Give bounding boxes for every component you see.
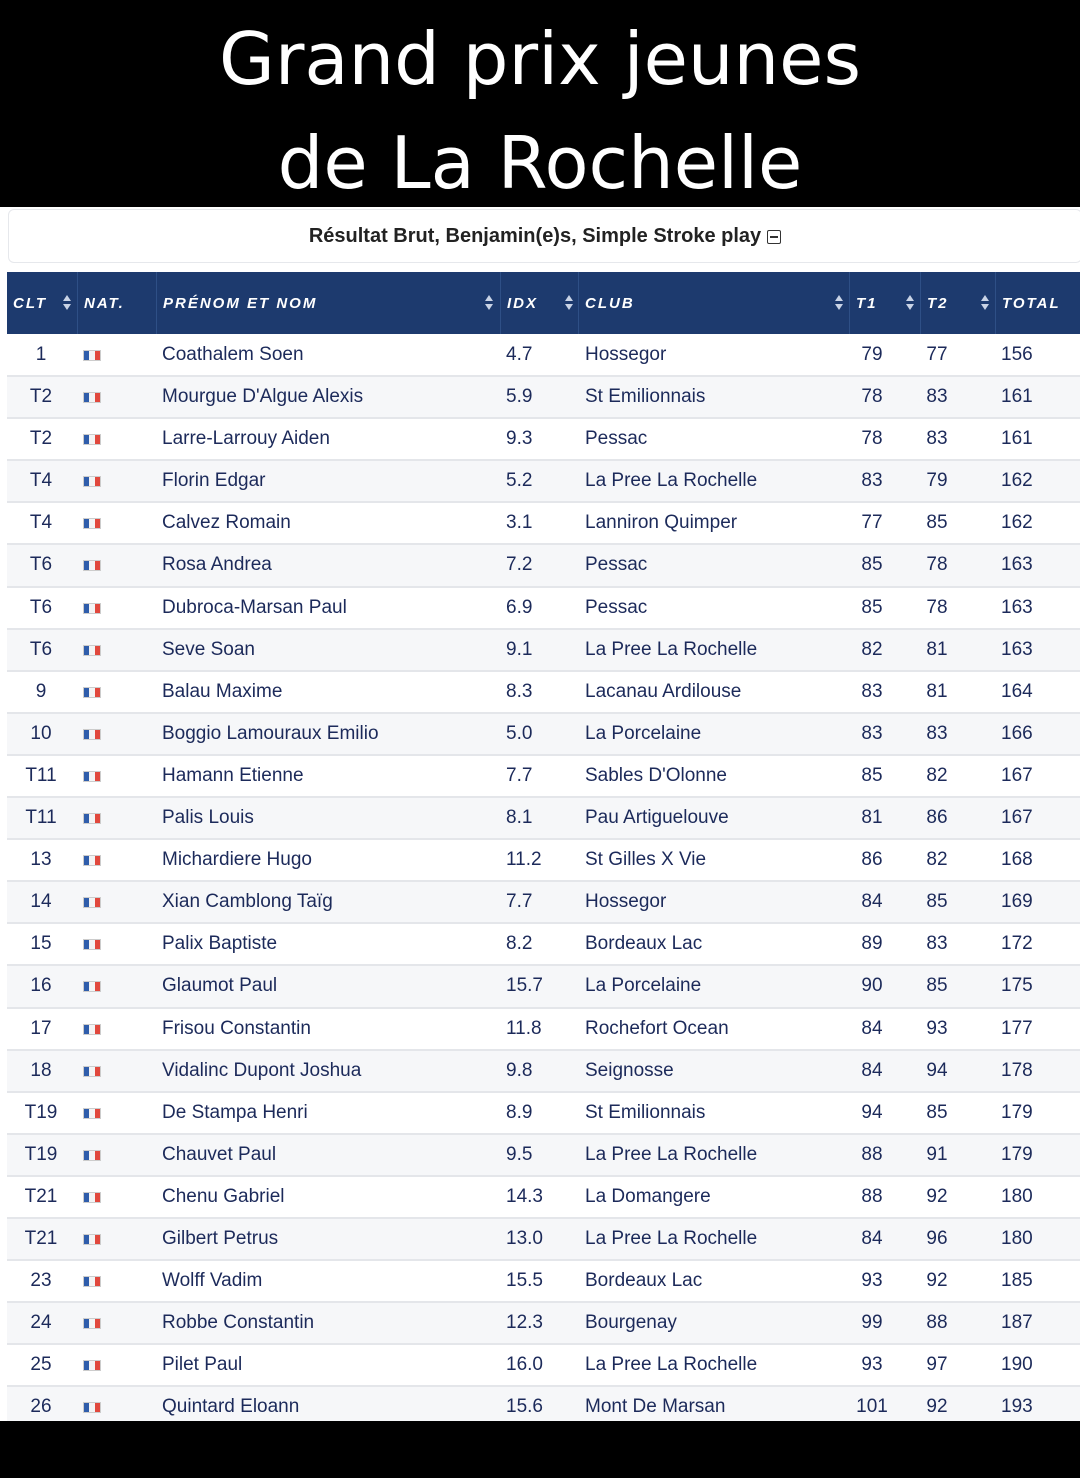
cell-nat [83,545,103,585]
cell-nat [83,882,103,922]
cell-clt: 23 [30,1270,52,1292]
cell-t1: 93 [861,1270,883,1292]
france-flag-icon [83,1108,101,1119]
header-name-label: PRÉNOM ET NOM [163,294,318,312]
cell-clt: T19 [24,1101,58,1123]
cell-club: Bordeaux Lac [585,1270,703,1292]
cell-club: Pessac [585,428,648,450]
sort-icon[interactable] [981,295,989,311]
cell-nat [83,756,103,796]
cell-idx: 8.2 [506,933,533,955]
table-row[interactable] [7,1009,1080,1051]
results-table-body [7,335,1080,1421]
france-flag-icon [83,476,101,487]
cell-clt: 1 [35,344,47,365]
cell-total: 172 [1001,933,1033,955]
cell-t1: 77 [861,512,883,534]
table-row[interactable] [7,503,1080,545]
france-flag-icon [83,1276,101,1287]
cell-name[interactable]: Boggio Lamouraux Emilio [162,722,379,744]
table-row[interactable] [7,756,1080,798]
cell-t1: 84 [861,891,883,913]
header-t1[interactable] [849,272,920,334]
cell-idx: 14.3 [506,1185,543,1207]
sort-icon[interactable] [63,295,71,311]
cell-t1: 83 [861,470,883,492]
france-flag-icon [83,1192,101,1203]
france-flag-icon [83,560,101,571]
cell-name[interactable]: Calvez Romain [162,512,291,534]
table-row[interactable] [7,672,1080,714]
cell-clt: T6 [29,638,53,660]
cell-total: 168 [1001,849,1033,871]
cell-t2: 96 [926,1227,948,1249]
france-flag-icon [83,392,101,403]
bottom-bar [0,1421,1080,1478]
cell-idx: 9.5 [506,1143,533,1165]
cell-total: 179 [1001,1101,1033,1123]
france-flag-icon [83,855,101,866]
france-flag-icon [83,897,101,908]
cell-t1: 85 [861,554,883,576]
cell-idx: 7.7 [506,764,533,786]
france-flag-icon [83,645,101,656]
cell-total: 177 [1001,1017,1033,1039]
cell-t1: 99 [861,1312,883,1334]
cell-club: St Emilionnais [585,386,706,408]
cell-t1: 85 [861,764,883,786]
cell-total: 185 [1001,1270,1033,1292]
france-flag-icon [83,603,101,614]
cell-name[interactable]: Mourgue D'Algue Alexis [162,386,364,408]
cell-club: Hossegor [585,344,667,365]
cell-name[interactable]: Pilet Paul [162,1354,243,1376]
cell-t1: 86 [861,849,883,871]
subtitle-text: Résultat Brut, Benjamin(e)s, Simple Stroke play [308,224,762,247]
results-panel [0,207,1080,1421]
cell-t1: 79 [861,344,883,365]
cell-club: Pessac [585,554,648,576]
cell-idx: 8.9 [506,1101,533,1123]
cell-club: La Porcelaine [585,722,702,744]
cell-t1: 90 [861,975,883,997]
cell-clt: T6 [29,596,53,618]
title-line-1: Grand prix jeunes [219,17,861,101]
header-nat-label: NAT. [84,294,125,312]
cell-t2: 79 [926,470,948,492]
cell-t1: 78 [861,428,883,450]
sort-icon[interactable] [485,295,493,311]
cell-name[interactable]: Palix Baptiste [162,933,278,955]
cell-t2: 86 [926,807,948,829]
table-row[interactable] [7,1219,1080,1261]
cell-t1: 84 [861,1059,883,1081]
cell-nat [83,1093,103,1133]
cell-clt: T21 [24,1227,58,1249]
header-t1-label: T1 [856,294,878,312]
sort-icon[interactable] [835,295,843,311]
cell-clt: T11 [25,764,57,786]
cell-t2: 85 [926,1101,948,1123]
cell-total: 161 [1001,386,1033,408]
cell-idx: 9.1 [506,638,533,660]
cell-t2: 82 [926,849,948,871]
cell-t2: 92 [926,1270,948,1292]
cell-total: 193 [1001,1396,1033,1418]
cell-idx: 8.3 [506,680,533,702]
cell-idx: 7.7 [506,891,533,913]
table-row[interactable] [7,1387,1080,1421]
table-row[interactable] [7,882,1080,924]
cell-nat [83,1303,103,1343]
france-flag-icon [83,434,101,445]
cell-idx: 11.8 [506,1017,542,1039]
cell-total: 161 [1001,428,1033,450]
cell-nat [83,419,103,459]
cell-total: 163 [1001,596,1033,618]
results-subtitle[interactable] [8,209,1080,263]
france-flag-icon [83,1318,101,1329]
cell-club: St Gilles X Vie [585,849,707,871]
cell-name[interactable]: Robbe Constantin [162,1312,315,1334]
cell-idx: 5.9 [506,386,533,408]
cell-total: 167 [1001,807,1033,829]
table-row[interactable] [7,1135,1080,1177]
cell-clt: T4 [29,470,53,492]
cell-idx: 11.2 [506,849,542,871]
cell-idx: 7.2 [506,554,533,576]
cell-clt: T4 [29,512,53,534]
cell-name[interactable]: Rosa Andrea [162,554,272,576]
cell-nat [83,503,103,543]
cell-clt: 16 [30,975,52,997]
header-t2-label: T2 [927,294,949,312]
cell-t1: 88 [861,1185,883,1207]
table-row[interactable] [7,1177,1080,1219]
cell-t1: 83 [861,722,883,744]
cell-clt: 26 [30,1396,52,1418]
header-total[interactable] [995,272,1080,334]
cell-name[interactable]: Chauvet Paul [162,1143,277,1165]
cell-t2: 94 [926,1059,948,1081]
cell-club: La Pree La Rochelle [585,1227,758,1249]
header-t2[interactable] [920,272,995,334]
table-row[interactable] [7,1345,1080,1387]
cell-name[interactable]: Chenu Gabriel [162,1185,285,1207]
cell-name[interactable]: Coathalem Soen [162,344,304,365]
table-row[interactable] [7,924,1080,966]
cell-idx: 9.3 [506,428,533,450]
cell-nat [83,672,103,712]
cell-name[interactable]: Florin Edgar [162,470,266,492]
table-header [7,272,1080,334]
title-banner [0,0,1080,207]
collapse-icon[interactable] [767,230,781,244]
cell-t1: 84 [861,1227,883,1249]
table-row[interactable] [7,714,1080,756]
table-row[interactable] [7,798,1080,840]
cell-club: Seignosse [585,1059,674,1081]
france-flag-icon [83,729,101,740]
cell-total: 180 [1001,1185,1033,1207]
cell-club: Mont De Marsan [585,1396,726,1418]
cell-t1: 94 [861,1101,883,1123]
cell-nat [83,1387,103,1421]
cell-clt: 25 [30,1354,52,1376]
cell-idx: 8.1 [506,807,533,829]
cell-t2: 82 [926,764,948,786]
cell-club: La Pree La Rochelle [585,470,758,492]
cell-clt: 9 [35,680,47,702]
cell-nat [83,924,103,964]
cell-t1: 88 [861,1143,883,1165]
cell-idx: 13.0 [506,1227,543,1249]
cell-name[interactable]: Palis Louis [162,807,254,829]
cell-name[interactable]: Glaumot Paul [162,975,278,997]
cell-name[interactable]: Seve Soan [162,638,255,660]
header-club-label: CLUB [585,294,635,312]
cell-t1: 84 [861,1017,883,1039]
cell-name[interactable]: Gilbert Petrus [162,1227,279,1249]
cell-t2: 78 [926,554,948,576]
cell-clt: T6 [29,554,53,576]
table-row[interactable] [7,840,1080,882]
cell-clt: 13 [30,849,52,871]
cell-idx: 12.3 [506,1312,543,1334]
cell-total: 187 [1001,1312,1033,1334]
header-idx[interactable] [500,272,578,334]
france-flag-icon [83,350,101,361]
cell-total: 162 [1001,512,1033,534]
cell-t2: 88 [926,1312,948,1334]
sort-icon[interactable] [565,295,573,311]
cell-total: 163 [1001,554,1033,576]
cell-idx: 15.7 [506,975,543,997]
cell-t1: 82 [861,638,883,660]
cell-club: La Domangere [585,1185,711,1207]
france-flag-icon [83,981,101,992]
france-flag-icon [83,771,101,782]
cell-t2: 85 [926,891,948,913]
cell-idx: 15.5 [506,1270,543,1292]
cell-t1: 89 [861,933,883,955]
cell-name[interactable]: De Stampa Henri [162,1101,308,1123]
cell-t2: 92 [926,1396,948,1418]
cell-nat [83,377,103,417]
cell-t1: 101 [856,1396,888,1418]
cell-t2: 93 [926,1017,948,1039]
table-row[interactable] [7,377,1080,419]
cell-idx: 16.0 [506,1354,543,1376]
cell-t1: 83 [861,680,883,702]
cell-name[interactable]: Balau Maxime [162,680,283,702]
cell-nat [83,1345,103,1385]
cell-t1: 78 [861,386,883,408]
table-row[interactable] [7,966,1080,1008]
france-flag-icon [83,1066,101,1077]
header-clt[interactable] [7,272,77,334]
table-row[interactable] [7,419,1080,461]
cell-clt: 18 [30,1059,52,1081]
france-flag-icon [83,1360,101,1371]
cell-clt: T11 [25,807,57,829]
cell-nat [83,1177,103,1217]
cell-nat [83,1009,103,1049]
cell-nat [83,1219,103,1259]
cell-club: La Porcelaine [585,975,702,997]
cell-t2: 83 [926,722,948,744]
cell-t2: 83 [926,428,948,450]
cell-club: Rochefort Ocean [585,1017,729,1039]
table-row[interactable] [7,461,1080,503]
table-row[interactable] [7,1261,1080,1303]
cell-t2: 83 [926,933,948,955]
cell-nat [83,461,103,501]
cell-name[interactable]: Michardiere Hugo [162,849,312,871]
cell-club: Pessac [585,596,648,618]
table-row[interactable] [7,335,1080,377]
cell-name[interactable]: Hamann Etienne [162,764,304,786]
cell-idx: 4.7 [506,344,533,365]
cell-total: 166 [1001,722,1033,744]
cell-t2: 91 [926,1143,948,1165]
cell-t2: 97 [926,1354,948,1376]
cell-club: Bordeaux Lac [585,933,703,955]
cell-clt: T21 [24,1185,58,1207]
cell-name[interactable]: Wolff Vadim [162,1270,263,1292]
table-row[interactable] [7,545,1080,587]
table-row[interactable] [7,1051,1080,1093]
cell-clt: 24 [30,1312,52,1334]
cell-club: La Pree La Rochelle [585,1354,758,1376]
cell-total: 169 [1001,891,1033,913]
cell-name[interactable]: Vidalinc Dupont Joshua [162,1059,362,1081]
cell-t2: 83 [926,386,948,408]
cell-club: St Emilionnais [585,1101,706,1123]
header-club[interactable] [578,272,849,334]
cell-nat [83,1261,103,1301]
cell-clt: T2 [29,386,53,408]
table-row[interactable] [7,588,1080,630]
sort-icon[interactable] [906,295,914,311]
cell-name[interactable]: Quintard Eloann [162,1396,300,1418]
cell-clt: T19 [24,1143,58,1165]
cell-club: La Pree La Rochelle [585,1143,758,1165]
title-line-2: de La Rochelle [277,121,803,205]
cell-t2: 81 [926,638,948,660]
france-flag-icon [83,687,101,698]
cell-clt: 15 [30,933,52,955]
cell-total: 164 [1001,680,1033,702]
cell-idx: 5.2 [506,470,533,492]
cell-idx: 9.8 [506,1059,533,1081]
cell-t2: 77 [926,344,948,365]
cell-club: Hossegor [585,891,667,913]
cell-club: Lanniron Quimper [585,512,738,534]
cell-clt: T2 [29,428,53,450]
cell-club: Sables D'Olonne [585,764,727,786]
cell-club: Bourgenay [585,1312,677,1334]
france-flag-icon [83,1402,101,1413]
header-total-label: TOTAL [1002,294,1061,312]
table-row[interactable] [7,1093,1080,1135]
cell-t2: 78 [926,596,948,618]
table-row[interactable] [7,630,1080,672]
france-flag-icon [83,813,101,824]
cell-total: 190 [1001,1354,1033,1376]
cell-club: La Pree La Rochelle [585,638,758,660]
cell-t1: 81 [861,807,883,829]
cell-nat [83,840,103,880]
cell-idx: 6.9 [506,596,533,618]
cell-clt: 17 [30,1017,52,1039]
cell-nat [83,1051,103,1091]
cell-name[interactable]: Frisou Constantin [162,1017,311,1039]
france-flag-icon [83,1024,101,1035]
cell-t1: 85 [861,596,883,618]
cell-idx: 5.0 [506,722,533,744]
cell-total: 178 [1001,1059,1033,1081]
header-clt-label: CLT [13,294,48,312]
cell-name[interactable]: Dubroca-Marsan Paul [162,596,347,618]
cell-idx: 3.1 [506,512,533,534]
cell-club: Lacanau Ardilouse [585,680,742,702]
cell-idx: 15.6 [506,1396,543,1418]
cell-nat [83,630,103,670]
cell-total: 162 [1001,470,1033,492]
cell-total: 180 [1001,1227,1033,1249]
cell-total: 179 [1001,1143,1033,1165]
cell-name[interactable]: Xian Camblong Taïg [162,891,333,913]
france-flag-icon [83,1234,101,1245]
cell-t2: 85 [926,512,948,534]
cell-name[interactable]: Larre-Larrouy Aiden [162,428,330,450]
cell-t2: 85 [926,975,948,997]
cell-total: 167 [1001,764,1033,786]
cell-clt: 10 [30,722,52,744]
cell-t1: 93 [861,1354,883,1376]
header-idx-label: IDX [507,294,539,312]
cell-nat [83,966,103,1006]
france-flag-icon [83,518,101,529]
cell-nat [83,1135,103,1175]
cell-nat [83,588,103,628]
france-flag-icon [83,939,101,950]
cell-nat [83,335,103,375]
cell-total: 175 [1001,975,1033,997]
france-flag-icon [83,1150,101,1161]
cell-clt: 14 [30,891,52,913]
cell-t2: 81 [926,680,948,702]
header-name[interactable] [156,272,500,334]
cell-nat [83,714,103,754]
cell-total: 156 [1001,344,1033,365]
cell-total: 163 [1001,638,1033,660]
header-nat [77,272,156,334]
cell-club: Pau Artiguelouve [585,807,729,829]
table-row[interactable] [7,1303,1080,1345]
cell-nat [83,798,103,838]
cell-t2: 92 [926,1185,948,1207]
